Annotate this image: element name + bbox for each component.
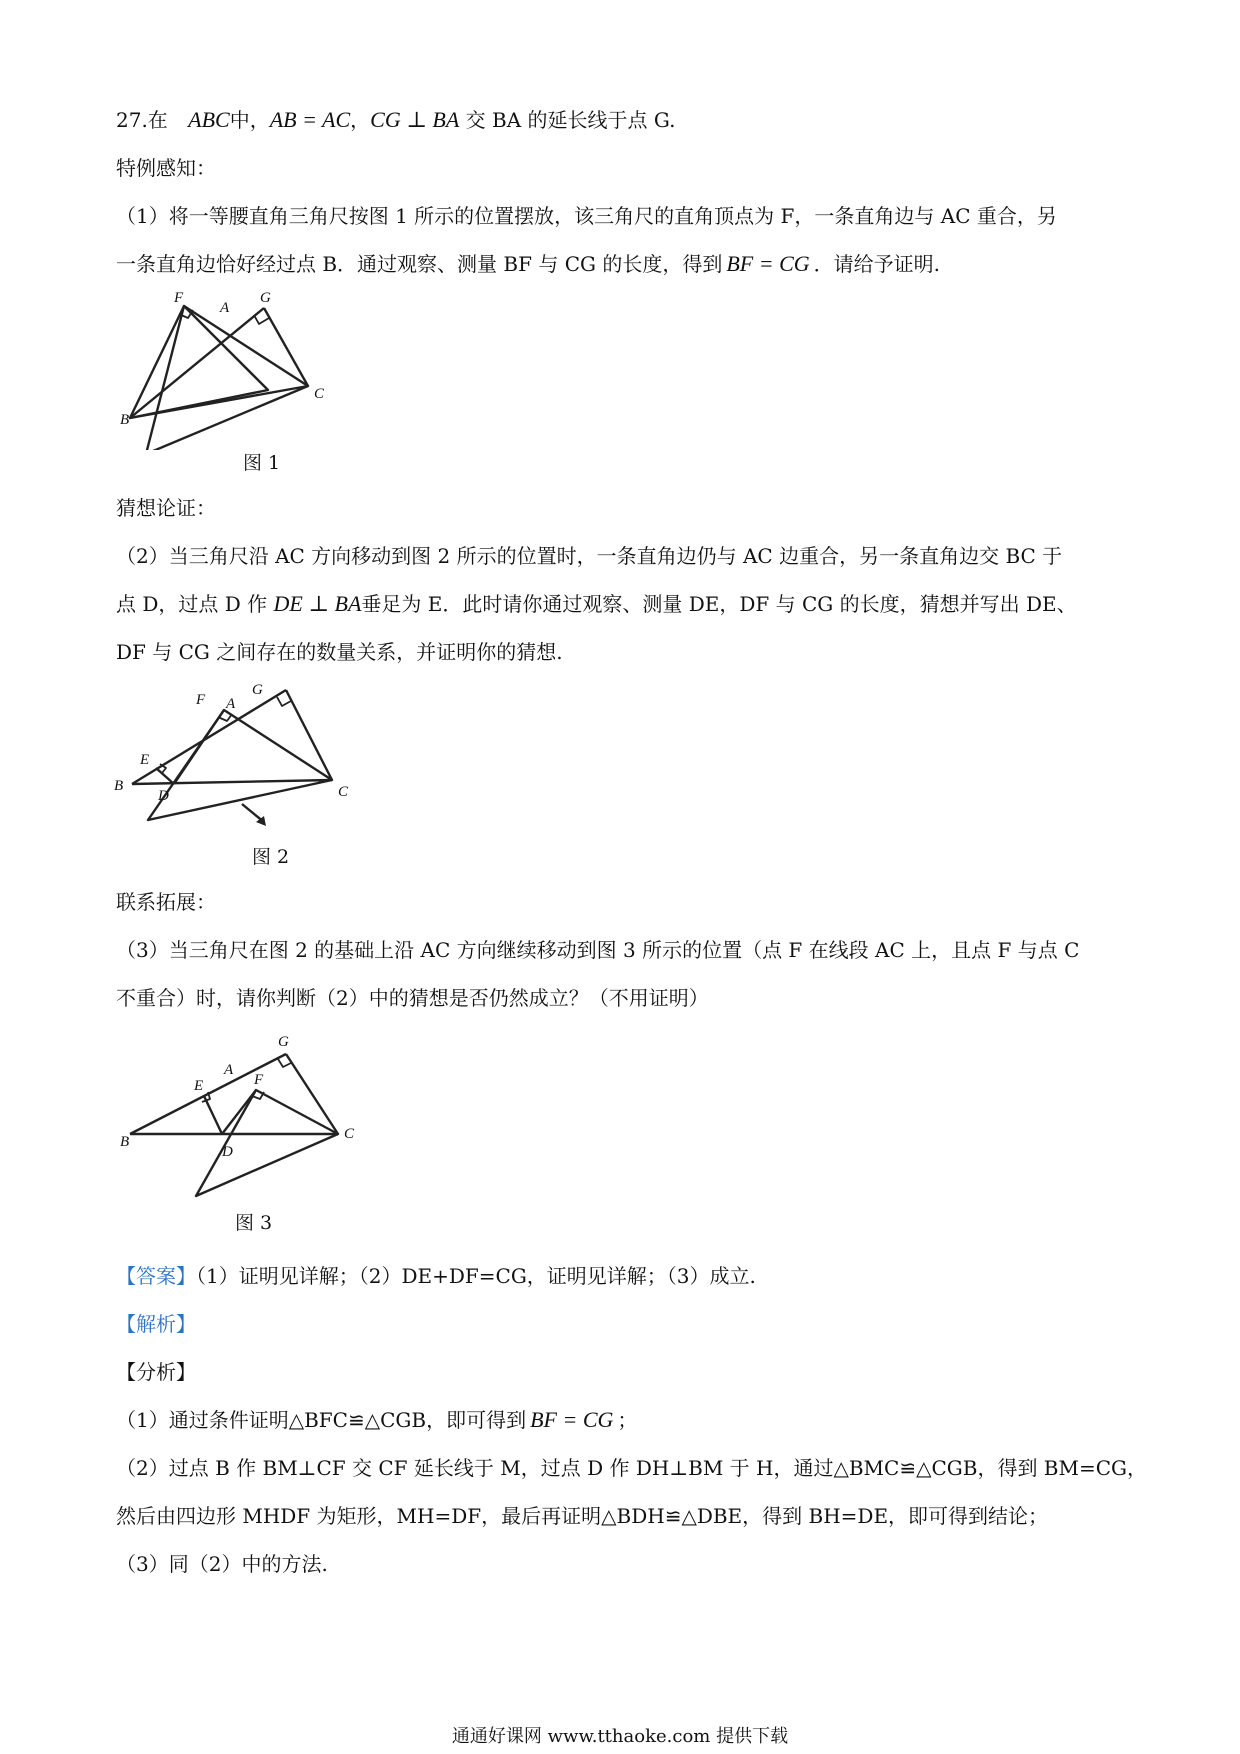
analysis-line-4: （3）同（2）中的方法. [116, 1552, 328, 1576]
solution-tag-line [116, 1310, 196, 1338]
solution-tag: 【解析】 [116, 1312, 196, 1336]
label-a: A [226, 696, 236, 712]
equation-bf-cg: BF = CG [726, 251, 810, 276]
segment-bc [130, 386, 308, 418]
segment-bc [132, 780, 332, 784]
equation-de-perp-ba: DE ⊥ BA [273, 591, 362, 616]
answer-text: （1）证明见详解；（2）DE+DF=CG，证明见详解；（3）成立. [196, 1264, 756, 1288]
problem-line-1 [116, 106, 676, 134]
figure-3-caption: 图 3 [235, 1212, 273, 1234]
label-a: A [224, 1062, 234, 1078]
analysis-l1-text: （1）通过条件证明△BFC≌△CGB，即可得到 [116, 1408, 527, 1432]
part2-text: 点 D，过点 D 作 [116, 592, 268, 616]
label-f: F [174, 290, 184, 306]
analysis-heading: 【分析】 [116, 1360, 196, 1384]
heading-extension: 联系拓展： [116, 890, 216, 914]
heading-conjecture: 猜想论证： [116, 496, 216, 520]
figure-1 [120, 290, 380, 450]
part1-text-end: ．请给予证明. [813, 252, 940, 276]
equation-cg-perp-ba: CG ⊥ BA [370, 107, 460, 132]
label-f: F [196, 692, 206, 708]
answer-line [116, 1262, 756, 1290]
heading-special-case: 特例感知： [116, 156, 216, 180]
label-f: F [254, 1072, 264, 1088]
leg-through-d [222, 1090, 256, 1134]
text-extension: 交 BA 的延长线于点 G. [465, 108, 676, 132]
label-g: G [252, 682, 263, 698]
label-b: B [114, 778, 124, 794]
part1-line-1: （1）将一等腰直角三角尺按图 1 所示的位置摆放，该三角尺的直角顶点为 F，一条直角边与 AC 重合，另 [116, 204, 1057, 228]
equation-ab-ac: AB = AC [269, 107, 351, 132]
right-angle-mark-g [254, 315, 269, 324]
segment-bg [132, 690, 286, 784]
leg-through-d [174, 710, 224, 784]
part3-line-2: 不重合）时，请你判断（2）中的猜想是否仍然成立？（不用证明） [116, 986, 709, 1010]
figure-2-caption: 图 2 [252, 846, 290, 868]
text-comma: ， [350, 108, 371, 132]
part2-line-1: （2）当三角尺沿 AC 方向移动到图 2 所示的位置时，一条直角边仍与 AC 边重合，另一条直角边交 BC 于 [116, 544, 1063, 568]
triangle-ruler [196, 1090, 338, 1196]
equation-bf-cg-analysis: BF = CG [530, 1407, 614, 1432]
right-angle-mark-g [277, 697, 291, 706]
page-footer: 通通好课网 www.tthaoke.com 提供下载 [451, 1726, 789, 1747]
label-c: C [314, 386, 325, 402]
figure-2 [114, 680, 364, 828]
part2-text-end: 垂足为 E．此时请你通过观察、测量 DE，DF 与 CG 的长度，猜想并写出 DE、 [361, 592, 1077, 616]
label-d: D [158, 788, 169, 804]
part1-line-2 [116, 250, 940, 278]
figure-1-caption: 图 1 [243, 452, 281, 474]
label-b: B [120, 412, 130, 428]
part3-line-1: （3）当三角尺在图 2 的基础上沿 AC 方向继续移动到图 3 所示的位置（点 F 在线段 AC 上，且点 F 与点 C [116, 938, 1080, 962]
label-g: G [260, 290, 271, 306]
label-a: A [220, 300, 230, 316]
label-g: G [278, 1034, 289, 1050]
part2-line-3: DF 与 CG 之间存在的数量关系，并证明你的猜想. [116, 640, 563, 664]
label-e: E [194, 1078, 204, 1094]
triangle-ruler-fill-edge [146, 306, 308, 450]
segment-de [204, 1096, 222, 1134]
analysis-line-2: （2）过点 B 作 BM⊥CF 交 CF 延长线于 M，过点 D 作 DH⊥BM 于 H，通过△BMC≌△CGB，得到 BM=CG， [116, 1456, 1148, 1480]
answer-tag: 【答案】 [116, 1264, 196, 1288]
text-zhong: 中， [229, 108, 270, 132]
problem-number: 27.在 [116, 108, 168, 132]
part2-line-2 [116, 590, 1077, 618]
segment-gc [264, 308, 308, 386]
segment-bg [130, 308, 264, 418]
label-d: D [222, 1144, 233, 1160]
triangle-name: ABC [188, 107, 230, 132]
segment-gc [286, 1054, 338, 1134]
analysis-line-1 [116, 1406, 637, 1434]
label-c: C [344, 1126, 355, 1142]
figure-3 [120, 1030, 370, 1200]
label-b: B [120, 1134, 130, 1150]
analysis-line-3: 然后由四边形 MHDF 为矩形，MH=DF，最后再证明△BDH≌△DBE，得到 BH=DE，即可得到结论； [116, 1504, 1049, 1528]
part1-text: 一条直角边恰好经过点 B．通过观察、测量 BF 与 CG 的长度，得到 [116, 252, 723, 276]
analysis-l1-end: ； [617, 1408, 638, 1432]
label-e: E [140, 752, 150, 768]
label-c: C [338, 784, 349, 800]
